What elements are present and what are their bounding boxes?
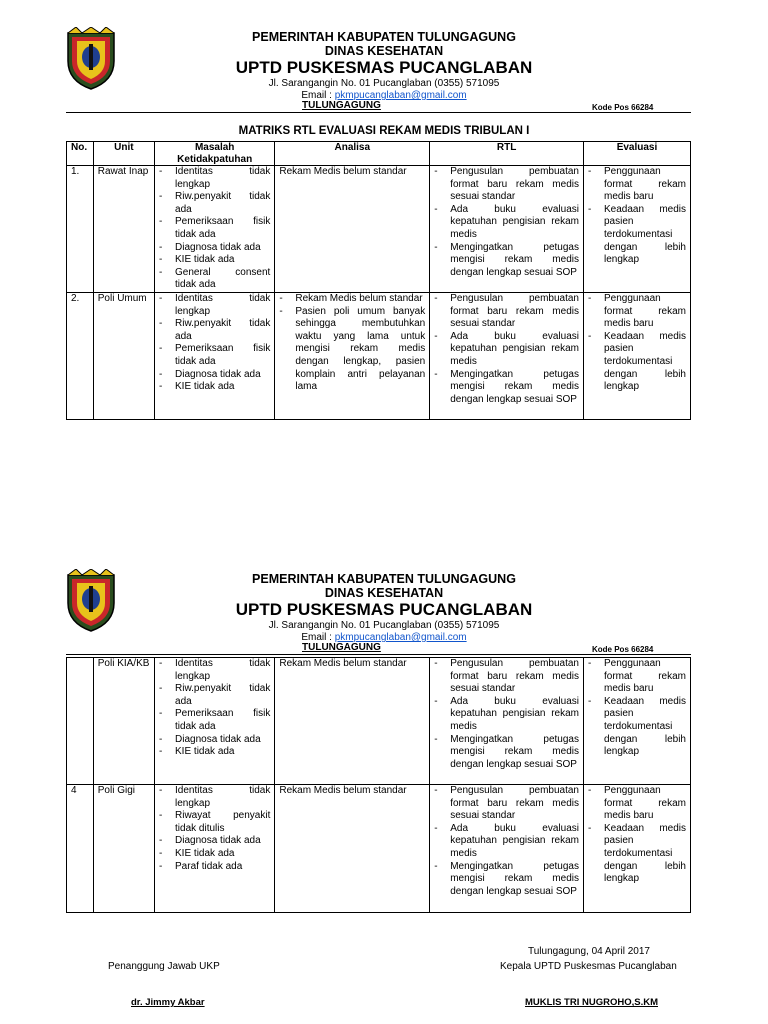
email-link[interactable]: pkmpucanglaban@gmail.com	[334, 90, 467, 101]
cell-rtl-list	[434, 293, 579, 406]
signature-date: Tulungagung, 04 April 2017	[528, 946, 650, 957]
list-item: - Penggunaan format rekam medis baru	[588, 166, 686, 204]
email-link[interactable]: pkmpucanglaban@gmail.com	[334, 632, 467, 643]
list-item: - KIE tidak ada	[159, 848, 270, 861]
list-item: - Identitas tidak lengkap	[159, 785, 270, 810]
list-item: - Keadaan medis pasien terdokumentasi dengan lebih lengkap	[588, 204, 686, 267]
list-item: - Identitas tidak lengkap	[159, 293, 270, 318]
list-item: - Pasien poli umum banyak sehingga membutuhkan waktu yang lama untuk mengisi rekam medis dengan lengkap, pasien komplain antri pelayanan lama	[279, 306, 425, 394]
list-item: - Diagnosa tidak ada	[159, 734, 270, 747]
cell-masalah	[155, 658, 275, 785]
list-item: - Keadaan medis pasien terdokumentasi dengan lebih lengkap	[588, 331, 686, 394]
address: Jl. Sarangangin No. 01 Pucanglaban (0355) 571095	[268, 620, 500, 631]
col-header-evaluasi: Evaluasi	[583, 142, 690, 166]
address: Jl. Sarangangin No. 01 Pucanglaban (0355) 571095	[268, 78, 500, 89]
postal-code: Kode Pos 66284	[592, 103, 654, 112]
signature-left-name: dr. Jimmy Akbar	[131, 997, 205, 1008]
list-item: - Identitas tidak lengkap	[159, 166, 270, 191]
cell-rtl	[430, 166, 584, 293]
cell-unit: Poli Gigi	[93, 785, 154, 913]
email-label: Email :	[301, 632, 335, 643]
list-item: - Pengusulan pembuatan format baru rekam medis sesuai standar	[434, 166, 579, 204]
list-item: - Ada buku evaluasi kepatuhan pengisian rekam medis	[434, 204, 579, 242]
list-item: - Diagnosa tidak ada	[159, 835, 270, 848]
cell-evaluasi	[583, 658, 690, 785]
list-item: - Diagnosa tidak ada	[159, 242, 270, 255]
signature-right-name: MUKLIS TRI NUGROHO,S.KM	[525, 997, 658, 1008]
list-item: - Riw.penyakit tidak ada	[159, 318, 270, 343]
list-item: - Paraf tidak ada	[159, 861, 270, 874]
list-item: - Penggunaan format rekam medis baru	[588, 293, 686, 331]
list-item: - KIE tidak ada	[159, 746, 270, 759]
cell-masalah	[155, 166, 275, 293]
list-item: - Riwayat penyakit tidak ditulis	[159, 810, 270, 835]
document-title: MATRIKS RTL EVALUASI REKAM MEDIS TRIBULAN I	[238, 125, 530, 137]
list-item: - Riw.penyakit tidak ada	[159, 683, 270, 708]
rtl-matrix-table-continued	[66, 657, 691, 913]
list-item: - Pengusulan pembuatan format baru rekam medis sesuai standar	[434, 293, 579, 331]
list-item: - Mengingatkan petugas mengisi rekam medis dengan lengkap sesuai SOP	[434, 861, 579, 899]
city: TULUNGAGUNG	[302, 100, 381, 111]
cell-masalah	[155, 292, 275, 419]
cell-masalah-list	[159, 293, 270, 394]
list-item: - Mengingatkan petugas mengisi rekam medis dengan lengkap sesuai SOP	[434, 242, 579, 280]
table-row	[67, 658, 691, 785]
letterhead	[0, 25, 768, 125]
header-divider	[66, 654, 691, 655]
cell-rtl-list	[434, 166, 579, 279]
table-header-row	[67, 142, 691, 166]
cell-rtl	[430, 658, 584, 785]
cell-evaluasi	[583, 785, 690, 913]
department-name: DINAS KESEHATAN	[324, 44, 444, 58]
cell-analisa: Rekam Medis belum standar	[275, 785, 430, 913]
cell-unit: Poli Umum	[93, 292, 154, 419]
table-row	[67, 292, 691, 419]
cell-evaluasi-list	[588, 785, 686, 886]
cell-no: 1.	[67, 166, 94, 293]
cell-analisa: Rekam Medis belum standar	[275, 658, 430, 785]
postal-code: Kode Pos 66284	[592, 645, 654, 654]
list-item: - Keadaan medis pasien terdokumentasi dengan lebih lengkap	[588, 696, 686, 759]
cell-analisa: Rekam Medis belum standar	[275, 166, 430, 293]
institution-name: UPTD PUSKESMAS PUCANGLABAN	[235, 600, 533, 619]
header-divider	[66, 112, 691, 113]
cell-evaluasi-list	[588, 658, 686, 759]
department-name: DINAS KESEHATAN	[324, 586, 444, 600]
list-item: - Mengingatkan petugas mengisi rekam medis dengan lengkap sesuai SOP	[434, 734, 579, 772]
government-name: PEMERINTAH KABUPATEN TULUNGAGUNG	[252, 30, 516, 44]
cell-rtl	[430, 785, 584, 913]
col-header-unit: Unit	[93, 142, 154, 166]
list-item: - Pemeriksaan fisik tidak ada	[159, 708, 270, 733]
cell-analisa	[275, 292, 430, 419]
cell-evaluasi	[583, 166, 690, 293]
cell-analisa-list	[279, 293, 425, 394]
list-item: - Pengusulan pembuatan format baru rekam medis sesuai standar	[434, 658, 579, 696]
letterhead-page-2	[0, 567, 768, 667]
col-header-no: No.	[67, 142, 94, 166]
cell-rtl-list	[434, 658, 579, 771]
cell-masalah	[155, 785, 275, 913]
cell-rtl-list	[434, 785, 579, 898]
col-header-rtl: RTL	[430, 142, 584, 166]
list-item: - Pemeriksaan fisik tidak ada	[159, 216, 270, 241]
email-label: Email :	[301, 90, 335, 101]
cell-unit: Poli KIA/KB	[93, 658, 154, 785]
cell-unit: Rawat Inap	[93, 166, 154, 293]
list-item: - Ada buku evaluasi kepatuhan pengisian rekam medis	[434, 331, 579, 369]
signature-left-role: Penanggung Jawab UKP	[108, 961, 220, 972]
list-item: - General consent tidak ada	[159, 267, 270, 292]
cell-masalah-list	[159, 658, 270, 759]
cell-evaluasi-list	[588, 166, 686, 267]
list-item: - Penggunaan format rekam medis baru	[588, 785, 686, 823]
email-line	[0, 90, 768, 102]
cell-rtl	[430, 292, 584, 419]
cell-evaluasi-list	[588, 293, 686, 394]
cell-no	[67, 658, 94, 785]
list-item: - Rekam Medis belum standar	[279, 293, 425, 306]
email-line	[0, 632, 768, 644]
cell-no: 4	[67, 785, 94, 913]
list-item: - Pengusulan pembuatan format baru rekam medis sesuai standar	[434, 785, 579, 823]
table-row	[67, 166, 691, 293]
list-item: - Ada buku evaluasi kepatuhan pengisian rekam medis	[434, 823, 579, 861]
list-item: - Penggunaan format rekam medis baru	[588, 658, 686, 696]
signature-right-role: Kepala UPTD Puskesmas Pucanglaban	[500, 961, 677, 972]
cell-no: 2.	[67, 292, 94, 419]
list-item: - Diagnosa tidak ada	[159, 369, 270, 382]
cell-evaluasi	[583, 292, 690, 419]
col-header-analisa: Analisa	[275, 142, 430, 166]
list-item: - Pemeriksaan fisik tidak ada	[159, 343, 270, 368]
list-item: - Keadaan medis pasien terdokumentasi dengan lebih lengkap	[588, 823, 686, 886]
cell-masalah-list	[159, 166, 270, 292]
list-item: - Identitas tidak lengkap	[159, 658, 270, 683]
table-row	[67, 785, 691, 913]
cell-masalah-list	[159, 785, 270, 873]
list-item: - Mengingatkan petugas mengisi rekam medis dengan lengkap sesuai SOP	[434, 369, 579, 407]
city: TULUNGAGUNG	[302, 642, 381, 653]
government-name: PEMERINTAH KABUPATEN TULUNGAGUNG	[252, 572, 516, 586]
rtl-matrix-table	[66, 141, 691, 420]
list-item: - Ada buku evaluasi kepatuhan pengisian rekam medis	[434, 696, 579, 734]
institution-name: UPTD PUSKESMAS PUCANGLABAN	[235, 58, 533, 77]
col-header-masalah: Masalah Ketidakpatuhan	[155, 142, 275, 166]
list-item: - KIE tidak ada	[159, 254, 270, 267]
list-item: - Riw.penyakit tidak ada	[159, 191, 270, 216]
list-item: - KIE tidak ada	[159, 381, 270, 394]
